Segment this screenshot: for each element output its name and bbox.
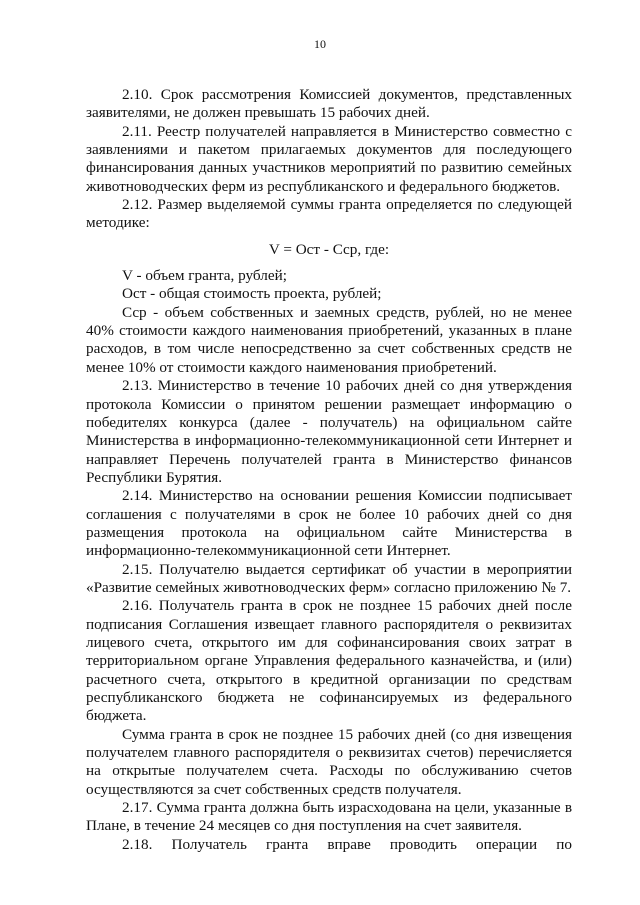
text-line: размещения протокола на официальном сайте Министерства в [86, 523, 572, 541]
text-line: республиканского бюджета не софинансируемых из федерального [86, 689, 572, 706]
text-line: подписания Соглашения извещает главного распорядителя о реквизитах [86, 615, 572, 633]
text-line: расходов, в том числе непосредственно за счет собственных средств не [86, 340, 572, 358]
text-line: Республики Бурятия. [86, 468, 223, 486]
text-line: 40% стоимости каждого наименования приобретений, указанных в плане [86, 322, 572, 340]
text-line: животноводческих ферм из республиканского и федерального бюджетов. [86, 177, 561, 195]
formula-line: V = Ост - Сср, где: [268, 240, 390, 258]
text-line: 2.12. Размер выделяемой суммы гранта определяется по следующей [122, 196, 572, 214]
text-line: 2.18. Получатель гранта вправе проводить операции по [122, 835, 572, 853]
page-number: 10 [314, 37, 326, 51]
text-line: Сср - объем собственных и заемных средств, рублей, но не менее [122, 303, 572, 321]
text-line: осуществляются за счет собственных средств получателя. [86, 780, 462, 798]
text-line: протокола Комиссии о принятом решении размещает информацию о [86, 395, 572, 413]
text-line: Ост - общая стоимость проекта, рублей; [122, 285, 382, 303]
text-line: победителях конкурса (далее - получатель) на официальном сайте [86, 413, 572, 431]
text-line: методике: [86, 214, 150, 232]
text-line: на открытые получателем счета. Расходы по обслуживанию счетов [86, 762, 572, 780]
text-line: получателем главного распорядителя о реквизитах счетов) перечисляется [86, 744, 572, 762]
text-line: «Развитие семейных животноводческих ферм» согласно приложению № 7. [86, 578, 572, 596]
text-line: заявлениями и пакетом прилагаемых документов для последующего [86, 141, 572, 159]
text-line: информационно-телекоммуникационной сети Интернет. [86, 542, 451, 560]
text-line: Министерства в информационно-телекоммуникационной сети Интернет и [86, 432, 572, 450]
text-line: 2.15. Получателю выдается сертификат об участии в мероприятии [122, 560, 572, 578]
text-line: лицевого счета, открытого им для софинансирования своих затрат в [86, 633, 572, 651]
text-line: финансирования данных участников мероприятий по развитию семейных [86, 159, 572, 177]
text-line: направляет Перечень получателей гранта в Министерство финансов [86, 450, 572, 468]
text-line: бюджета. [86, 707, 147, 725]
text-line: соглашения с получателями в срок не более 10 рабочих дней со дня [86, 505, 572, 523]
blank-line [86, 259, 572, 267]
text-line: заявителями, не должен превышать 15 рабочих дней. [86, 104, 430, 122]
document-body [86, 86, 572, 854]
text-line: менее 10% от стоимости каждого наименования приобретений. [86, 358, 497, 376]
text-line: 2.14. Министерство на основании решения Комиссии подписывает [122, 487, 572, 505]
text-line: расчетного счета, открытого в кредитной организации по средствам [86, 670, 572, 688]
text-line: Плане, в течение 24 месяцев со дня поступления на счет заявителя. [86, 817, 522, 835]
text-line: V - объем гранта, рублей; [122, 267, 287, 285]
text-line: 2.10. Срок рассмотрения Комиссией документов, представленных [122, 86, 572, 103]
text-line: 2.13. Министерство в течение 10 рабочих дней со дня утверждения [122, 377, 572, 395]
text-line: территориальном органе Управления федерального казначейства, и (или) [86, 652, 572, 670]
text-line: 2.11. Реестр получателей направляется в Министерство совместно с [122, 122, 572, 140]
text-line: 2.17. Сумма гранта должна быть израсходована на цели, указанные в [122, 799, 572, 817]
text-line: 2.16. Получатель гранта в срок не позднее 15 рабочих дней после [122, 597, 572, 615]
blank-line [86, 233, 572, 241]
text-line: Сумма гранта в срок не позднее 15 рабочих дней (со дня извещения [122, 725, 572, 743]
